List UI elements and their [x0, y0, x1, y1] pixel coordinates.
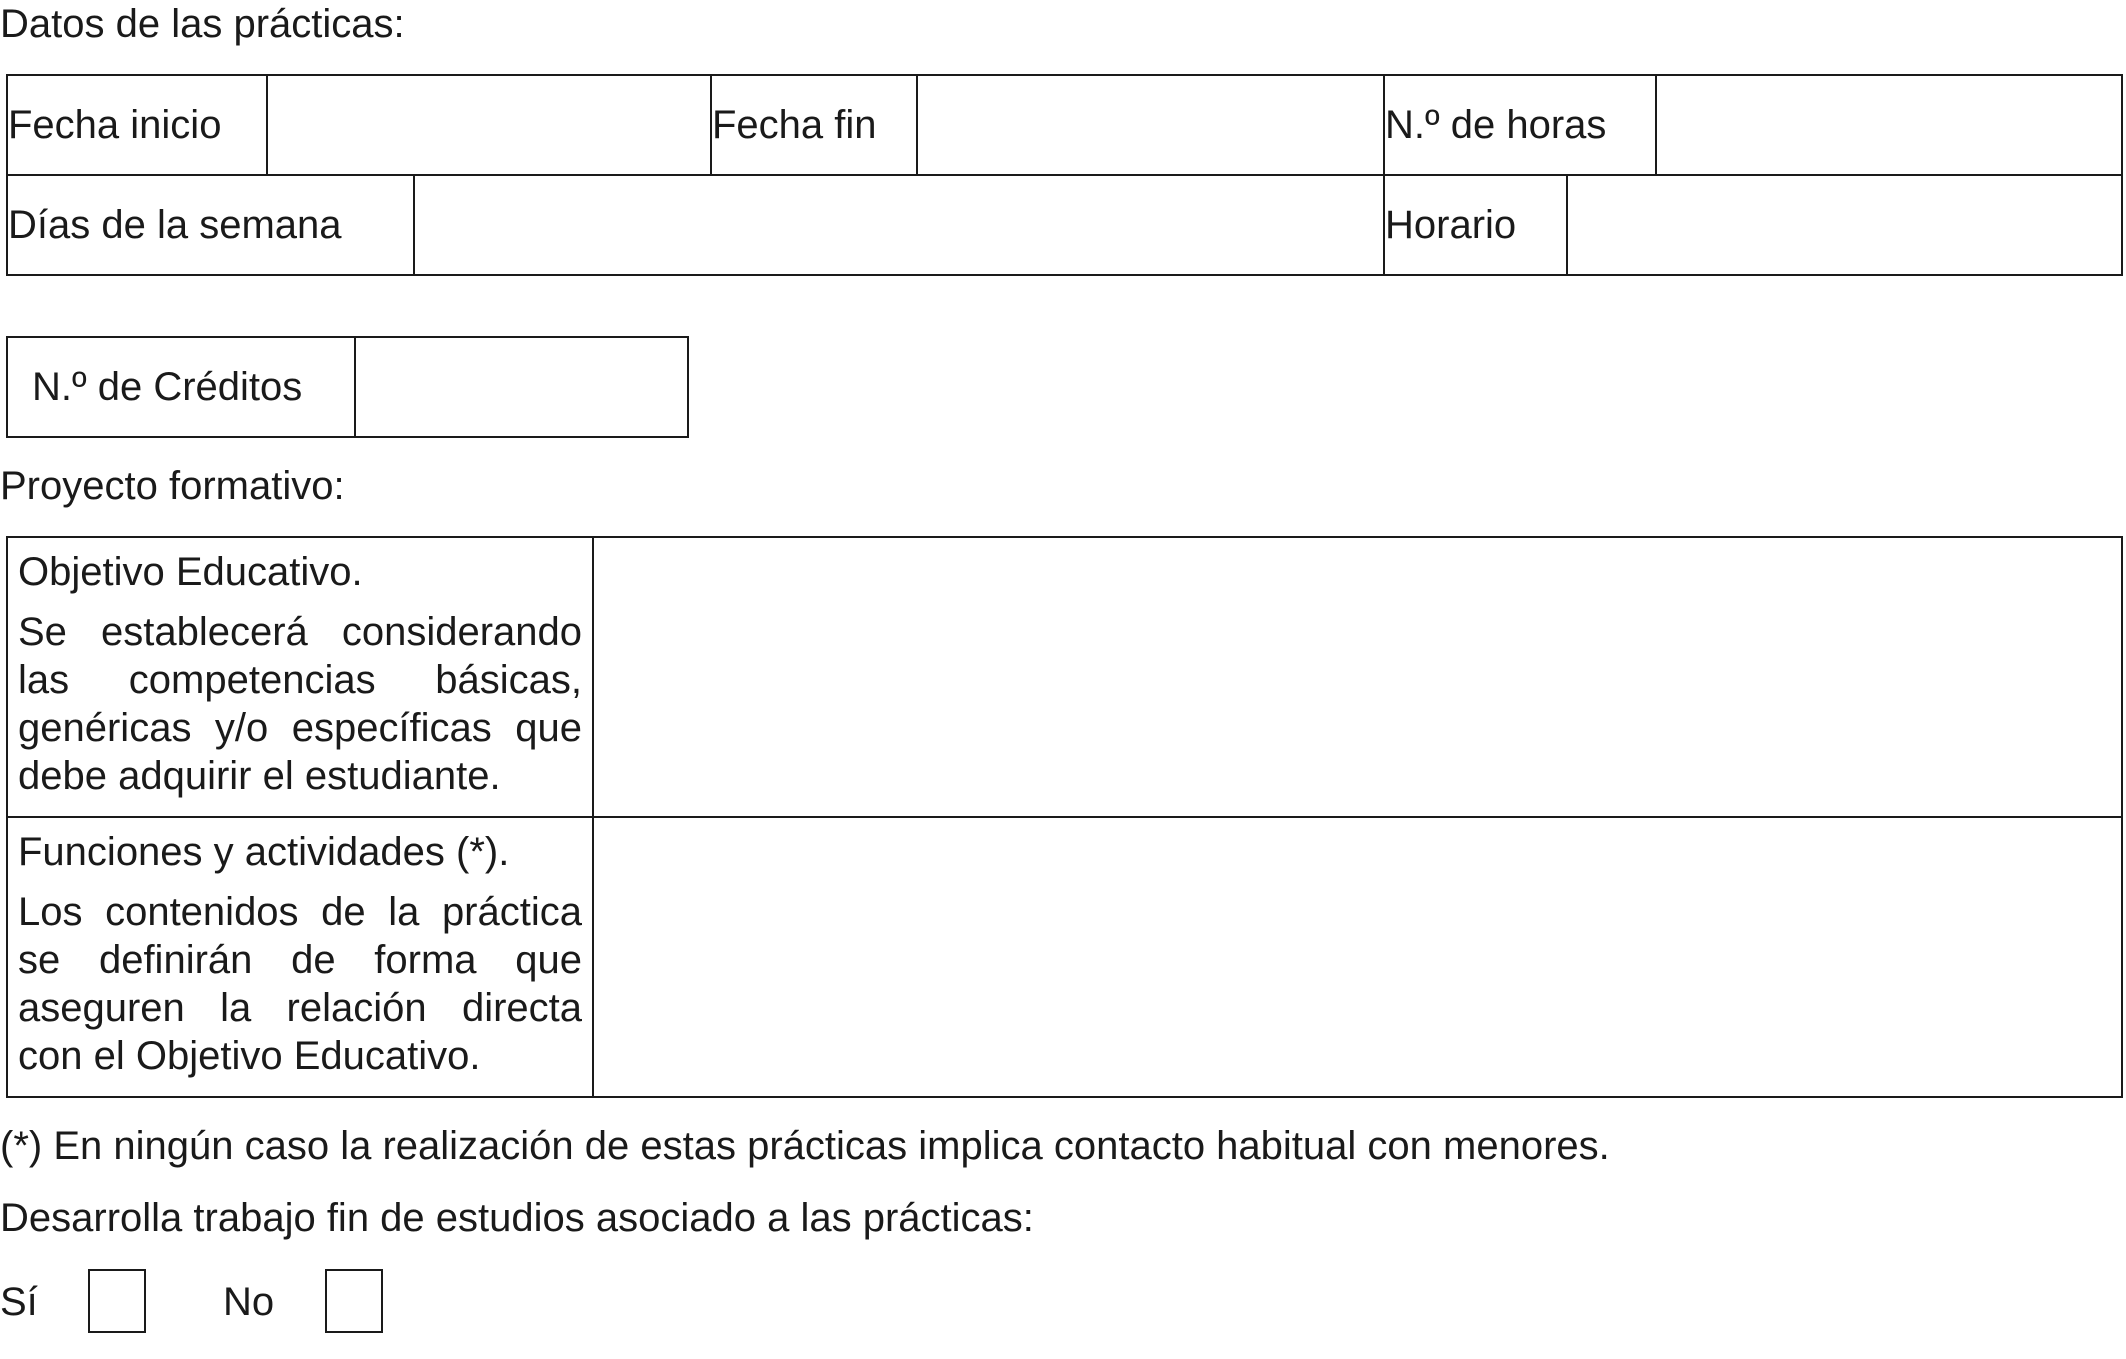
objetivo-title: Objetivo Educativo. — [18, 550, 363, 594]
funciones-body: Los contenidos de la práctica se definirán de forma que aseguren la relación directa con el Objetivo Educativo. — [18, 890, 582, 1078]
objetivo-body: Se establecerá considerando las competencias básicas, genéricas y/o específicas que debe adquirir el estudiante. — [18, 610, 582, 798]
fecha-inicio-field[interactable] — [267, 75, 711, 175]
creditos-field[interactable] — [355, 337, 688, 437]
proyecto-table — [6, 536, 2123, 1098]
si-label: Sí — [0, 1280, 38, 1324]
horas-label: N.º de horas — [1384, 75, 1656, 175]
dias-semana-label: Días de la semana — [7, 175, 414, 275]
dias-semana-field[interactable] — [414, 175, 1384, 275]
datos-section-title: Datos de las prácticas: — [0, 2, 405, 46]
fecha-fin-label: Fecha fin — [711, 75, 917, 175]
funciones-field[interactable] — [593, 817, 2122, 1097]
horario-label: Horario — [1384, 175, 1567, 275]
si-checkbox[interactable] — [88, 1269, 146, 1333]
no-label: No — [223, 1280, 275, 1324]
datos-table — [6, 74, 2123, 276]
footnote-text: (*) En ningún caso la realización de estas prácticas implica contacto habitual con menores. — [0, 1124, 1610, 1168]
funciones-description — [7, 817, 593, 1097]
funciones-title: Funciones y actividades (*). — [18, 830, 510, 874]
proyecto-section-title: Proyecto formativo: — [0, 464, 345, 508]
trabajo-question: Desarrolla trabajo fin de estudios asociado a las prácticas: — [0, 1196, 1034, 1240]
objetivo-field[interactable] — [593, 537, 2122, 817]
horas-field[interactable] — [1656, 75, 2122, 175]
horario-field[interactable] — [1567, 175, 2122, 275]
fecha-fin-field[interactable] — [917, 75, 1384, 175]
no-checkbox[interactable] — [325, 1269, 383, 1333]
creditos-label: N.º de Créditos — [7, 337, 355, 437]
fecha-inicio-label: Fecha inicio — [7, 75, 267, 175]
creditos-table — [6, 336, 689, 438]
objetivo-description — [7, 537, 593, 817]
